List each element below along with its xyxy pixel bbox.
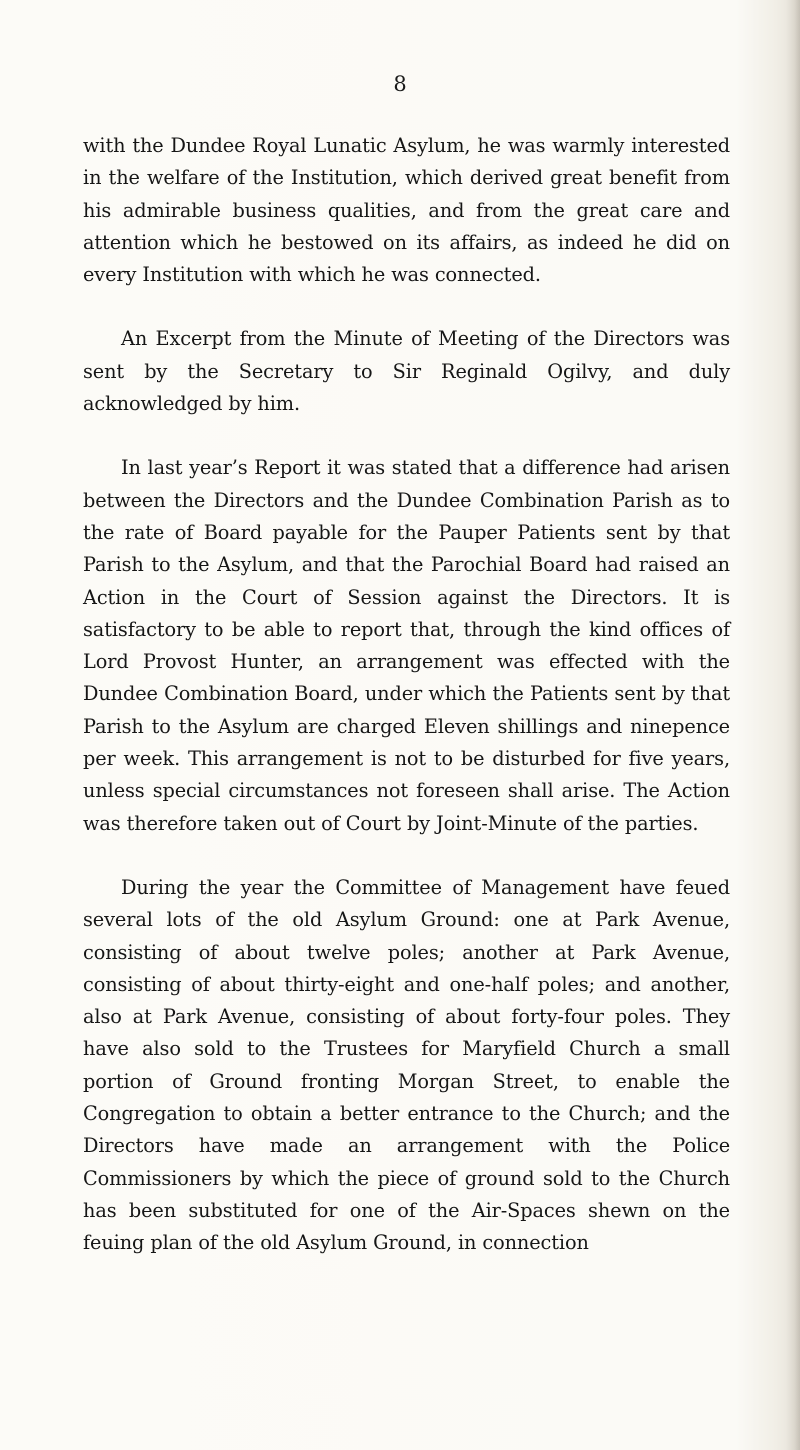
paragraph-excerpt: An Excerpt from the Minute of Meeting of the Directors was sent by the Secretary to Sir Reginald Ogilvy, and duly acknowledged by him.: [83, 327, 730, 416]
paragraph-continuation: with the Dundee Royal Lunatic Asylum, he was warmly interested in the welfare of the Institution, which derived great benefit from his admirable business qualities, and from the great care and attention which he bestowed on its affairs, as indeed he did on every Institution with which he was connected.: [83, 134, 730, 287]
body-text: [83, 130, 730, 1292]
paragraph-report: In last year’s Report it was stated that a difference had arisen between the Directors and the Dundee Combination Parish as to the rate of Board payable for the Pauper Patients sent by that Parish to the Asylum, and that the Parochial Board had raised an Action in the Court of Session against the Directors. It is satisfactory to be able to report that, through the kind offices of Lord Provost Hunter, an arrangement was effected with the Dundee Combination Board, under which the Patients sent by that Parish to the Asylum are charged Eleven shillings and ninepence per week. This arrangement is not to be disturbed for five years, unless special circumstances not foreseen shall arise. The Action was therefore taken out of Court by Joint-Minute of the parties.: [83, 456, 730, 835]
paragraph-feuing: During the year the Committee of Management have feued several lots of the old Asylum Ground: one at Park Avenue, consisting of about twelve poles; another at Park Avenue, consisting of about thirty-eight and one-half poles; and another, also at Park Avenue, consisting of about forty-four poles. They have also sold to the Trustees for Maryfield Church a small portion of Ground fronting Morgan Street, to enable the Congregation to obtain a better entrance to the Church; and the Directors have made an arrangement with the Police Commissioners by which the piece of ground sold to the Church has been substituted for one of the Air-Spaces shewn on the feuing plan of the old Asylum Ground, in connection: [83, 875, 730, 1255]
page-edge-shadow: [786, 0, 800, 1450]
page-number: 8: [393, 72, 407, 96]
